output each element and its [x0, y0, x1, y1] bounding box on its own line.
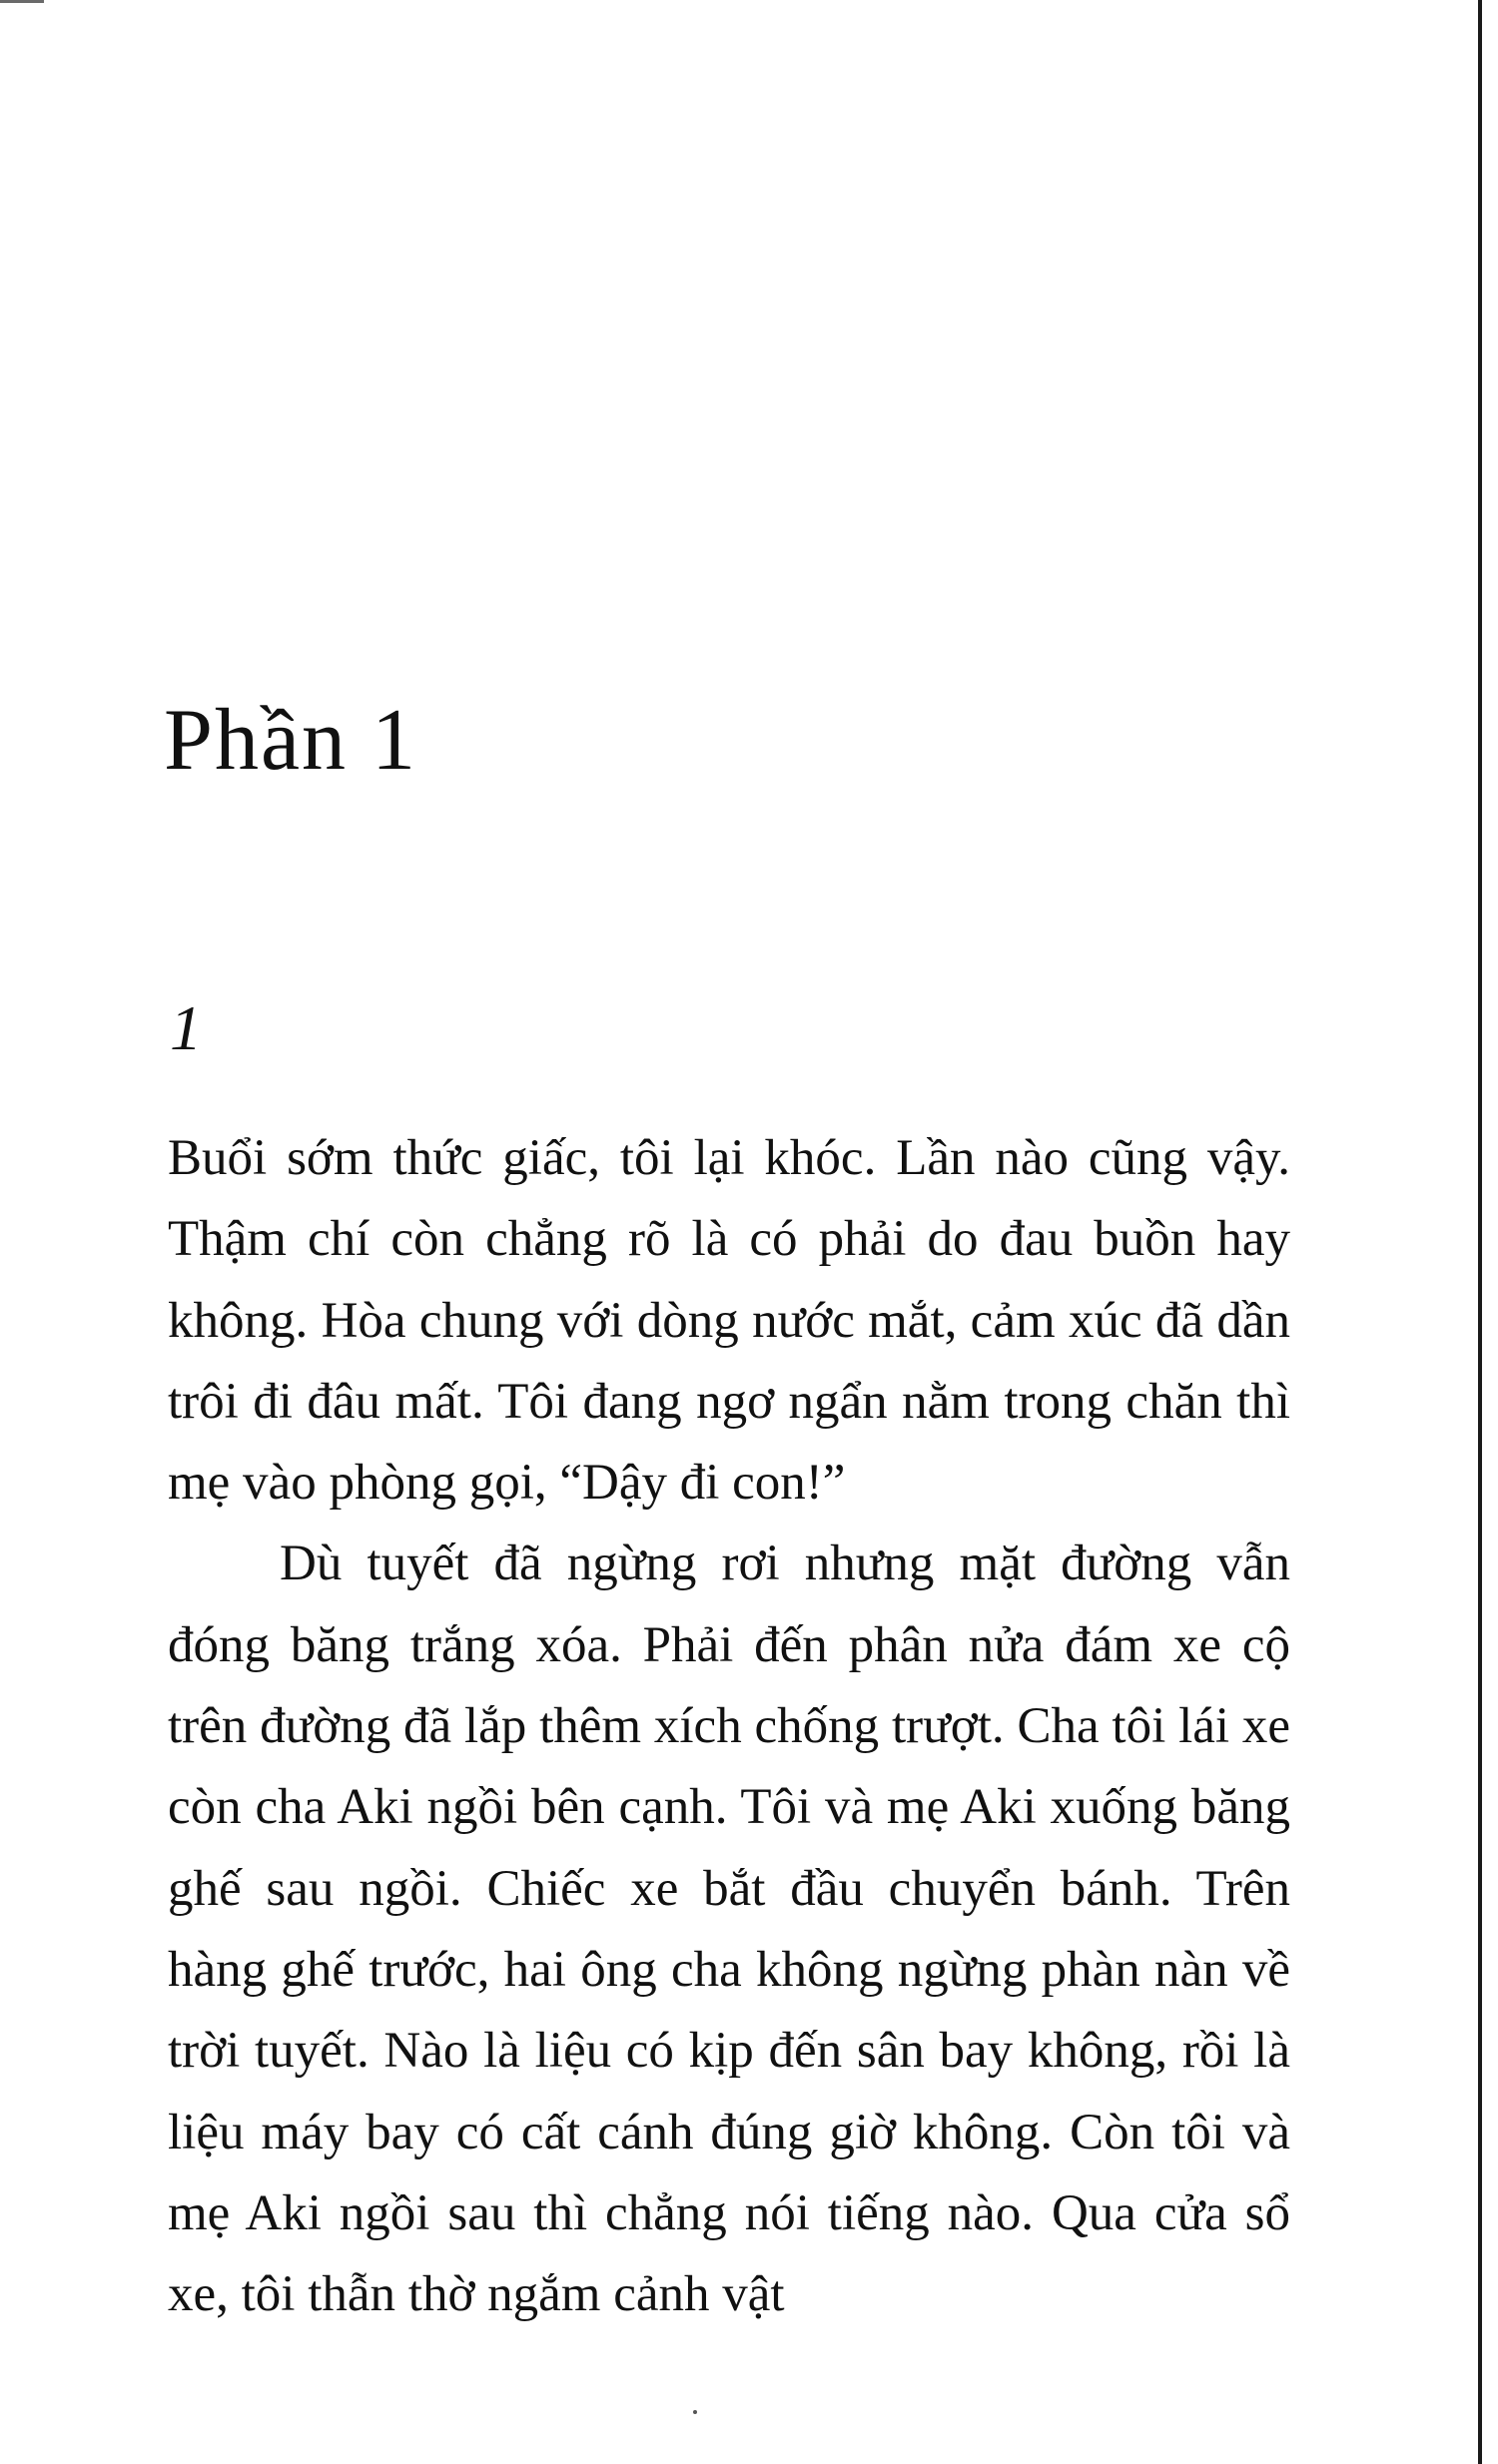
chapter-number: 1 [170, 992, 202, 1063]
page-edge-line [1478, 0, 1482, 2464]
paragraph-1: Buổi sớm thức giấc, tôi lại khóc. Lần nào cũng vậy. Thậm chí còn chẳng rõ là có phải do đau buồn hay không. Hòa chung với dòng nước mắt, cảm xúc đã dần trôi đi đâu mất. Tôi đang ngơ ngẩn nằm trong chăn thì mẹ vào phòng gọi, “Dậy đi con!” [168, 1130, 1290, 1512]
page-speck [693, 2410, 697, 2414]
part-title: Phần 1 [164, 692, 417, 789]
paragraph-2: Dù tuyết đã ngừng rơi nhưng mặt đường vẫn đóng băng trắng xóa. Phải đến phân nửa đám xe cộ trên đường đã lắp thêm xích chống trượt. Cha tôi lái xe còn cha Aki ngồi bên cạnh. Tôi và mẹ Aki xuống băng ghế sau ngồi. Chiếc xe bắt đầu chuyển bánh. Trên hàng ghế trước, hai ông cha không ngừng phàn nàn về trời tuyết. Nào là liệu có kịp đến sân bay không, rồi là liệu máy bay có cất cánh đúng giờ không. Còn tôi và mẹ Aki ngồi sau thì chẳng nói tiếng nào. Qua cửa sổ xe, tôi thẫn thờ ngắm cảnh vật [168, 1536, 1290, 2323]
scan-edge-mark [0, 0, 44, 3]
chapter-body [168, 1118, 1290, 2335]
